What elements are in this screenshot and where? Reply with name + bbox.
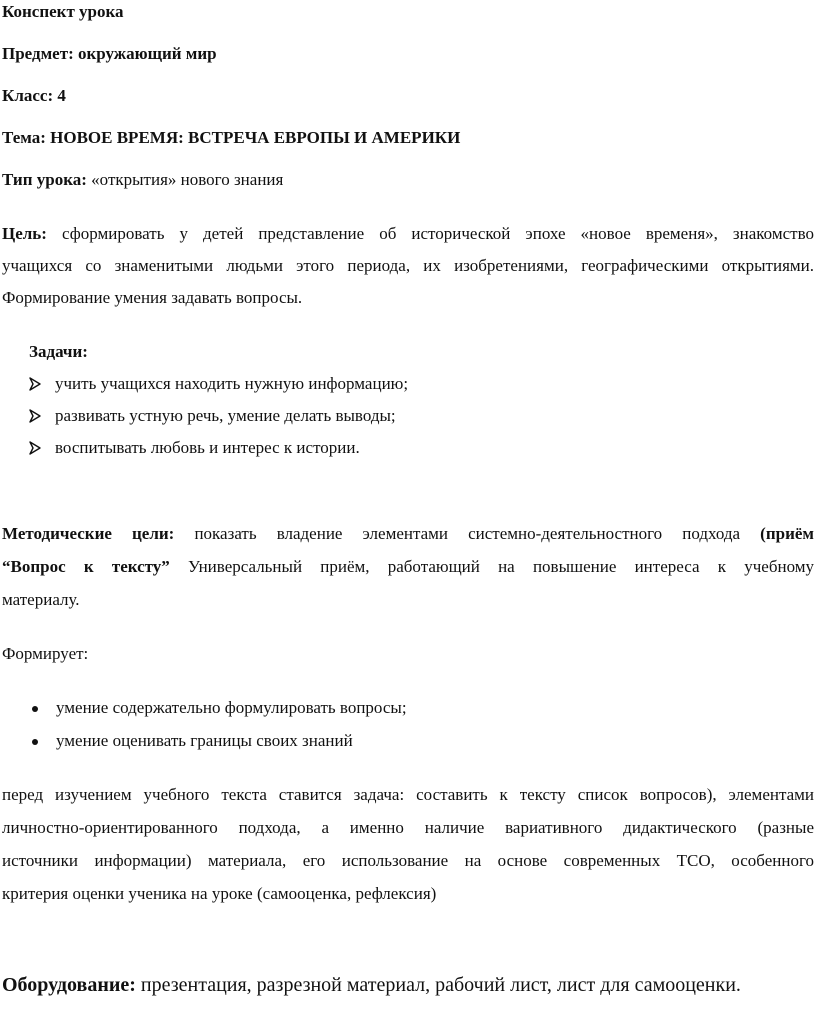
topic-label: Тема:: [2, 128, 46, 147]
grade-line: [2, 86, 66, 106]
paragraph-line-1: перед изучением учебного текста ставится задача: составить к тексту список вопросов), элементами: [2, 785, 814, 804]
goal-label: Цель:: [2, 224, 47, 243]
subject-value: окружающий мир: [78, 44, 217, 63]
arrow-bullet-icon: [28, 438, 42, 458]
topic-line: [2, 128, 460, 148]
paragraph-line-2: личностно-ориентированного подхода, а именно наличие вариативного дидактического (разные: [2, 818, 814, 837]
subject-label: Предмет:: [2, 44, 74, 63]
paragraph-line-3: источники информации) материала, его использование на основе современных ТСО, особенного: [2, 851, 814, 870]
tasks-heading: Задачи:: [29, 342, 88, 361]
grade-label: Класс:: [2, 86, 54, 105]
forms-item: умение оценивать границы своих знаний: [56, 731, 353, 751]
goal-line-1: Цель: сформировать у детей представление об исторической эпохе «новое временя», знакомство: [2, 224, 814, 243]
paragraph-line-4: критерия оценки ученика на уроке (самооценка, рефлексия): [2, 884, 437, 903]
grade-value: 4: [57, 86, 66, 105]
task-item: развивать устную речь, умение делать выводы;: [55, 406, 396, 426]
task-item: воспитывать любовь и интерес к истории.: [55, 438, 360, 458]
dot-bullet-icon: [32, 706, 38, 712]
document-title: Конспект урока: [2, 2, 124, 21]
method-line-1: Методические цели: показать владение элементами системно-деятельностного подхода (приём: [2, 524, 814, 543]
equipment-line: [2, 972, 741, 998]
lesson-type-line: [2, 170, 283, 190]
arrow-bullet-icon: [28, 406, 42, 426]
goal-line-3: Формирование умения задавать вопросы.: [2, 288, 303, 307]
forms-heading: Формирует:: [2, 644, 89, 663]
forms-item: умение содержательно формулировать вопросы;: [56, 698, 407, 718]
equipment-label: Оборудование:: [2, 974, 136, 996]
method-line-2: “Вопрос к тексту” Универсальный приём, работающий на повышение интереса к учебному: [2, 557, 814, 576]
dot-bullet-icon: [32, 739, 38, 745]
method-line-3: материалу.: [2, 590, 80, 609]
goal-line-2: учащихся со знаменитыми людьми этого периода, их изобретениями, географическими открытиями.: [2, 256, 814, 275]
topic-value: НОВОЕ ВРЕМЯ: ВСТРЕЧА ЕВРОПЫ И АМЕРИКИ: [50, 128, 461, 147]
lesson-type-label: Тип урока:: [2, 170, 87, 189]
method-label: Методические цели:: [2, 524, 175, 543]
arrow-bullet-icon: [28, 374, 42, 394]
lesson-type-value: «открытия» нового знания: [91, 170, 284, 189]
subject-line: [2, 44, 217, 64]
task-item: учить учащихся находить нужную информацию;: [55, 374, 408, 394]
equipment-value: презентация, разрезной материал, рабочий лист, лист для самооценки.: [140, 974, 741, 996]
